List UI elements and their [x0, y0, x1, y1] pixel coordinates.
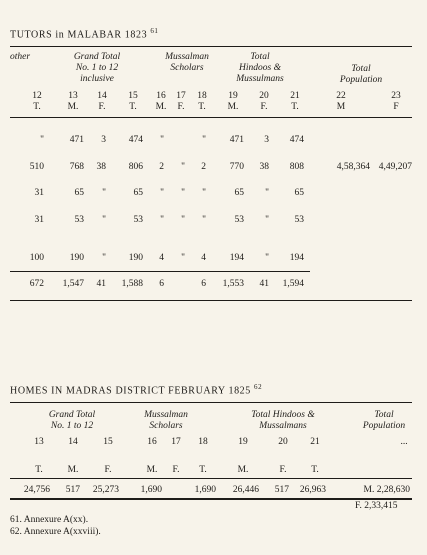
table2-header-rule: [10, 478, 412, 479]
table1-cell: 2: [201, 162, 206, 172]
table2-column-number: 17: [171, 437, 181, 447]
table2-population-female: F. 2,33,415: [355, 501, 398, 511]
table1-column-letter: T.: [33, 102, 41, 112]
table2-cell: 517: [274, 485, 289, 495]
table1-cell: 31: [34, 215, 44, 225]
table2-bottom-rule: [10, 498, 412, 500]
table2-header-grand-total: Grand Total No. 1 to 12: [48, 410, 96, 431]
table1-cell: 770: [229, 162, 244, 172]
table1-cell: 4,58,364: [336, 162, 370, 172]
table1-cell: 65: [74, 188, 84, 198]
table1-cell: ": [202, 135, 206, 145]
table1-cell: 806: [128, 162, 143, 172]
table1-total-rule: [10, 271, 310, 272]
table2-column-letter: T.: [35, 465, 43, 475]
table2-header-population: Total Population: [362, 410, 406, 431]
table1-column-number: 13: [68, 91, 78, 101]
table2-cell: 517: [65, 485, 80, 495]
footnote-62: 62. Annexure A(xxviii).: [10, 527, 101, 537]
table2-column-number: ...: [400, 437, 408, 447]
table1-cell: 4,49,207: [378, 162, 412, 172]
table2-cell: 1,690: [194, 485, 216, 495]
table1-cell: ": [40, 135, 44, 145]
table1-cell: 31: [34, 188, 44, 198]
table2-cell: M. 2,28,630: [363, 485, 410, 495]
table1-cell: ": [202, 215, 206, 225]
table1-column-letter: T.: [291, 102, 299, 112]
table1-column-letter: F: [393, 102, 399, 112]
table2-column-letter: T.: [311, 465, 319, 475]
table1-column-letter: F.: [260, 102, 268, 112]
table2-column-number: 18: [198, 437, 208, 447]
table1-cell: ": [102, 253, 106, 263]
table1-cell: 474: [128, 135, 143, 145]
table1-cell: 53: [133, 215, 143, 225]
table1-cell: 510: [29, 162, 44, 172]
table2-cell: 26,446: [232, 485, 259, 495]
table1-cell: 6: [201, 279, 206, 289]
table1-column-letter: F.: [177, 102, 185, 112]
table1-column-number: 14: [97, 91, 107, 101]
table2-top-rule: [10, 402, 412, 403]
table2-column-number: 20: [278, 437, 288, 447]
table2-cell: 24,756: [23, 485, 50, 495]
table1-title-text: TUTORS in MALABAR 1823: [10, 29, 148, 41]
table2-column-number: 16: [147, 437, 157, 447]
table2-column-letter: M.: [237, 465, 249, 475]
table2-column-letter: F.: [104, 465, 112, 475]
table1-header-rule: [10, 117, 412, 118]
table1-cell: ": [181, 253, 185, 263]
table1-cell: ": [102, 188, 106, 198]
table1-cell: ": [181, 162, 185, 172]
table1-column-number: 15: [128, 91, 138, 101]
table1-column-number: 20: [259, 91, 269, 101]
table1-column-number: 12: [32, 91, 42, 101]
table2-column-letter: T.: [199, 465, 207, 475]
table2-column-number: 21: [310, 437, 320, 447]
table1-cell: 474: [289, 135, 304, 145]
table1-column-number: 22: [336, 91, 346, 101]
table1-column-number: 18: [197, 91, 207, 101]
table1-cell: ": [160, 135, 164, 145]
table1-column-letter: T.: [129, 102, 137, 112]
table1-header-grand-total: Grand Total No. 1 to 12 inclusive: [73, 52, 121, 84]
table1-cell: 3: [264, 135, 269, 145]
table1-cell: 65: [133, 188, 143, 198]
table1-cell: 1,547: [62, 279, 84, 289]
table2-column-number: 14: [68, 437, 78, 447]
table1-column-number: 23: [391, 91, 401, 101]
table1-cell: 1,594: [282, 279, 304, 289]
table1-cell: 808: [289, 162, 304, 172]
table1-column-number: 19: [228, 91, 238, 101]
table1-top-rule: [10, 46, 412, 47]
table1-column-number: 17: [176, 91, 186, 101]
table2-column-letter: M.: [67, 465, 79, 475]
table1-cell: 6: [159, 279, 164, 289]
table1-cell: 41: [259, 279, 269, 289]
table1-cell: 100: [29, 253, 44, 263]
table1-cell: 194: [289, 253, 304, 263]
table1-column-letter: M.: [227, 102, 239, 112]
table1-title: [10, 28, 159, 40]
table1-column-letter: M.: [67, 102, 79, 112]
table2-column-letter: M.: [146, 465, 158, 475]
table1-cell: ": [265, 188, 269, 198]
table2-cell: 25,273: [92, 485, 119, 495]
table1-cell: ": [160, 188, 164, 198]
table1-column-letter: M: [336, 102, 346, 112]
table1-cell: 471: [69, 135, 84, 145]
table2-footnote-ref: 62: [254, 383, 263, 391]
table1-header-other: other: [10, 52, 31, 62]
table2-column-letter: F.: [172, 465, 180, 475]
table2-cell: 1,690: [140, 485, 162, 495]
table1-cell: ": [181, 188, 185, 198]
table1-cell: 1,588: [121, 279, 143, 289]
table2-column-number: 13: [34, 437, 44, 447]
table1-cell: ": [202, 188, 206, 198]
table1-cell: ": [265, 215, 269, 225]
footnote-61: 61. Annexure A(xx).: [10, 515, 89, 525]
table1-cell: ": [181, 215, 185, 225]
table2-column-letter: F.: [279, 465, 287, 475]
table1-cell: 53: [234, 215, 244, 225]
table1-column-letter: F.: [98, 102, 106, 112]
table1-footnote-ref: 61: [150, 27, 159, 35]
table1-cell: 194: [229, 253, 244, 263]
table1-bottom-rule: [10, 300, 412, 301]
table2-title: [10, 384, 262, 396]
table1-cell: 190: [128, 253, 143, 263]
table1-cell: 4: [201, 253, 206, 263]
table1-column-letter: T.: [198, 102, 206, 112]
table1-cell: 3: [101, 135, 106, 145]
table1-cell: 471: [229, 135, 244, 145]
table2-header-hindoos: Total Hindoos & Mussalmans: [251, 410, 315, 431]
table1-cell: ": [160, 215, 164, 225]
table1-cell: 4: [159, 253, 164, 263]
table1-cell: 672: [29, 279, 44, 289]
table2-column-number: 15: [103, 437, 113, 447]
table1-cell: ": [265, 253, 269, 263]
table1-cell: 65: [234, 188, 244, 198]
table1-cell: ": [102, 215, 106, 225]
table2-header-mussalman: Mussalman Scholars: [144, 410, 188, 431]
table1-cell: 1,553: [222, 279, 244, 289]
table1-cell: 2: [159, 162, 164, 172]
table1-header-mussalman: Mussalman Scholars: [165, 52, 209, 73]
table1-column-letter: M.: [155, 102, 167, 112]
table1-cell: 65: [294, 188, 304, 198]
table1-cell: 53: [294, 215, 304, 225]
table1-cell: 53: [74, 215, 84, 225]
table1-header-population: Total Population: [339, 64, 383, 85]
table2-cell: 26,963: [299, 485, 326, 495]
table1-cell: 38: [259, 162, 269, 172]
table1-cell: 38: [96, 162, 106, 172]
table1-column-number: 21: [290, 91, 300, 101]
table1-cell: 41: [96, 279, 106, 289]
table1-cell: 190: [69, 253, 84, 263]
table2-column-number: 19: [238, 437, 248, 447]
table1-column-number: 16: [156, 91, 166, 101]
table2-title-text: HOMES IN MADRAS DISTRICT FEBRUARY 1825: [10, 385, 251, 397]
table1-header-hindoos: Total Hindoos & Mussulmans: [236, 52, 284, 84]
table1-cell: 768: [69, 162, 84, 172]
